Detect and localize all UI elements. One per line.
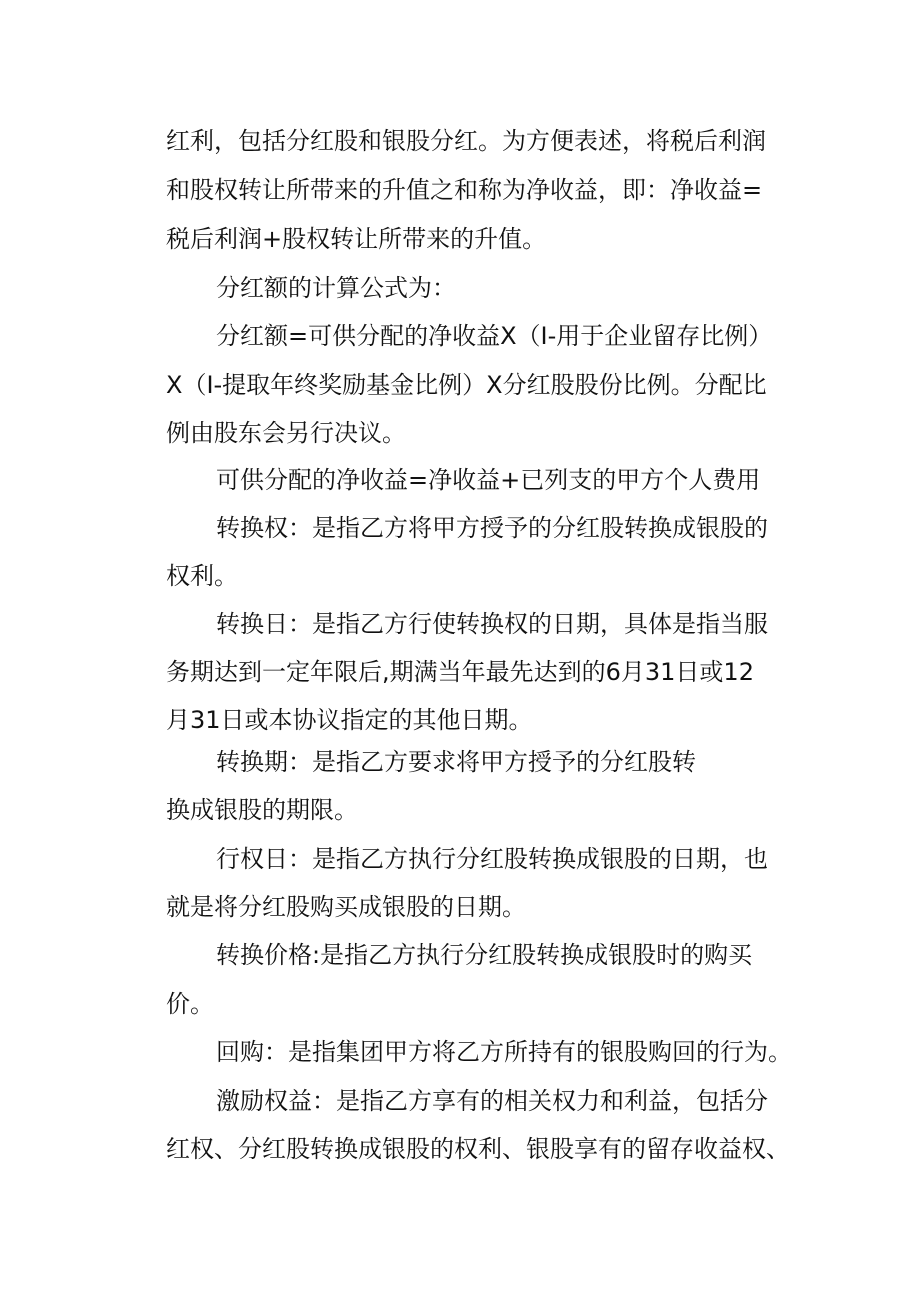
text-line-15: 换成银股的期限。	[166, 796, 358, 824]
text-line-9: 转换权：是指乙方将甲方授予的分红股转换成银股的	[216, 514, 768, 542]
text-line-7: 例由股东会另行决议。	[166, 419, 406, 447]
text-line-14: 转换期：是指乙方要求将甲方授予的分红股转	[216, 748, 696, 776]
text-line-20: 回购：是指集团甲方将乙方所持有的银股购回的行为。	[216, 1038, 792, 1066]
text-line-8: 可供分配的净收益=净收益+已列支的甲方个人费用	[216, 466, 761, 494]
text-line-13: 月31日或本协议指定的其他日期。	[166, 706, 533, 734]
text-line-12: 务期达到一定年限后,期满当年最先达到的6月31日或12	[166, 658, 754, 686]
text-line-2: 和股权转让所带来的升值之和称为净收益，即：净收益=	[166, 176, 763, 204]
text-line-22: 红权、分红股转换成银股的权利、银股享有的留存收益权、	[166, 1135, 790, 1163]
text-line-4: 分红额的计算公式为：	[216, 274, 456, 302]
text-line-16: 行权日：是指乙方执行分红股转换成银股的日期，也	[216, 845, 768, 873]
text-line-17: 就是将分红股购买成银股的日期。	[166, 893, 526, 921]
text-line-1: 红利，包括分红股和银股分红。为方便表述，将税后利润	[166, 127, 766, 155]
text-line-11: 转换日：是指乙方行使转换权的日期，具体是指当服	[216, 610, 768, 638]
text-line-21: 激励权益：是指乙方享有的相关权力和利益，包括分	[216, 1087, 768, 1115]
text-line-18: 转换价格:是指乙方执行分红股转换成银股时的购买	[216, 941, 753, 969]
text-line-5: 分红额=可供分配的净收益X（I-用于企业留存比例）	[216, 322, 773, 350]
text-line-6: X（I-提取年终奖励基金比例）X分红股股份比例。分配比	[166, 371, 767, 399]
text-line-3: 税后利润+股权转让所带来的升值。	[166, 225, 547, 253]
text-line-19: 价。	[166, 990, 214, 1018]
text-line-10: 权利。	[166, 562, 238, 590]
